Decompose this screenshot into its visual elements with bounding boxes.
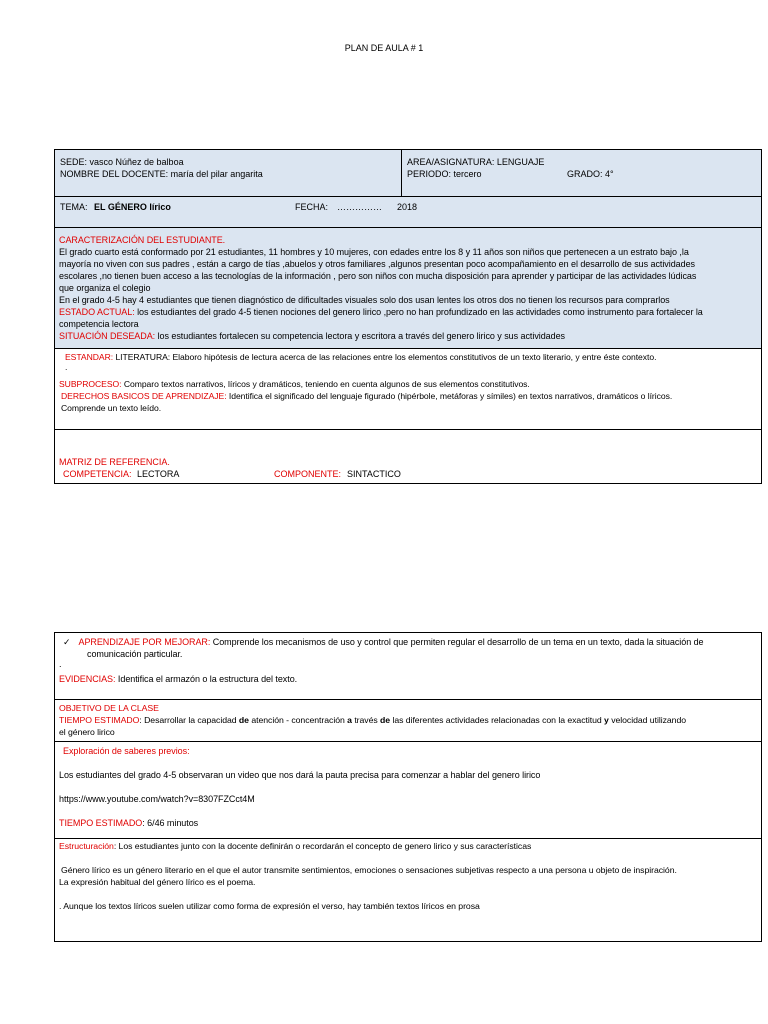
matriz-heading: MATRIZ DE REFERENCIA. (59, 457, 170, 467)
evidencias-label: EVIDENCIAS: (59, 674, 116, 684)
estandar-dot: . (65, 362, 68, 372)
objetivo-y1: y (604, 715, 609, 725)
objetivo-cell (55, 700, 762, 742)
estructuracion-p1-d: literario en el que el autor transmite sentimientos, emociones o sensaciones subjetivas respecto a una persona u objeto de inspiración. (162, 865, 677, 875)
caracterizacion-line: mayoría no viven con sus padres , están a cargo de tías ,abuelos y otros familiares ,algunos presentan poco acompañamiento en el desarrollo de sus actividades (59, 259, 695, 269)
fecha-year: 2018 (397, 202, 418, 212)
estructuracion-p1-b: es un (110, 865, 136, 875)
dba-label: DERECHOS BASICOS DE APRENDIZAJE: (61, 391, 227, 401)
subproceso-label: SUBPROCESO: (59, 379, 122, 389)
caracterizacion-row (55, 228, 762, 349)
exploracion-tiempo-label: TIEMPO ESTIMADO (59, 818, 143, 828)
genero-term: género (135, 865, 163, 875)
aprendizaje-cell (55, 633, 762, 700)
objetivo-heading: OBJETIVO DE LA CLASE (59, 703, 159, 713)
objetivo-text-c: través (351, 715, 381, 725)
objetivo-row (55, 700, 762, 742)
estructuracion-cell (55, 839, 762, 942)
estructuracion-row (55, 839, 762, 942)
fecha-dots: …………… (337, 202, 382, 212)
estado-label: ESTADO ACTUAL: (59, 307, 135, 317)
exploracion-heading: Exploración de saberes previos: (63, 746, 190, 756)
periodo-text: PERIODO: tercero (407, 169, 482, 179)
objetivo-text-e: velocidad utilizando (608, 715, 687, 725)
aprendizaje-line2: comunicación particular. (87, 649, 183, 659)
page-title: PLAN DE AULA # 1 (344, 43, 424, 53)
exploracion-row (55, 742, 762, 839)
estandar-row (55, 349, 762, 430)
tema-label: TEMA: (60, 202, 88, 212)
situacion-label: SITUACIÓN DESEADA: (59, 331, 156, 341)
competencia-value: LECTORA (137, 469, 180, 479)
aprendizaje-label: APRENDIZAJE POR MEJORAR: (78, 637, 211, 647)
estandar-label: ESTANDAR: (65, 352, 114, 362)
dba-line2: Comprende un texto leído. (61, 403, 162, 413)
componente-value: SINTACTICO (347, 469, 401, 479)
caracterizacion-cell (55, 228, 762, 349)
liricos-term: líricos (133, 901, 157, 911)
objetivo-de2: de (380, 715, 391, 725)
matriz-row (55, 430, 762, 484)
plan-header-table (54, 149, 762, 484)
objetivo-line2: el género lirico (59, 727, 115, 737)
aprendizaje-dot: . (59, 659, 62, 669)
grado-text: GRADO: 4° (567, 169, 614, 179)
objetivo-a1: a (347, 715, 352, 725)
tema-value: EL GÉNERO lírico (94, 202, 171, 212)
caracterizacion-line: En el grado 4-5 hay 4 estudiantes que tienen diagnóstico de dificultades visuales solo dos usan lentes los otros dos no tienen los recursos para comprarlos (59, 295, 670, 305)
sede-cell (55, 150, 402, 197)
video-link[interactable]: https://www.youtube.com/watch?v=8307FZCct4M (59, 794, 255, 804)
objetivo-text-a: : Desarrollar la capacidad (139, 715, 239, 725)
estandar-text: Elaboro hipótesis de lectura acerca de las relaciones entre los elementos constitutivos de un texto literario, y entre éste contexto. (170, 352, 657, 362)
caracterizacion-line: El grado cuarto está conformado por 21 estudiantes, 11 hombres y 10 mujeres, con edades entre los 8 y 11 años son niños que pertenecen a un estrato bajo ,la (59, 247, 689, 257)
header-row (55, 150, 762, 197)
genero-lirico-term: Género lírico (61, 865, 111, 875)
objetivo-text-b: atención - concentración (248, 715, 348, 725)
exploracion-los: Los (59, 770, 74, 780)
como-term: como (213, 901, 235, 911)
estandar-bold: LITERATURA: (113, 352, 171, 362)
sede-text: SEDE: vasco Núñez de balboa (60, 157, 184, 167)
estado-text: los estudiantes del grado 4-5 tienen nociones del genero lirico ,pero no han profundizado en las actividades como instrumento para fortalecer la (134, 307, 703, 317)
matriz-cell (55, 430, 762, 484)
estructuracion-p1-line2-a: La expresión habitual del (59, 877, 157, 887)
docente-text: NOMBRE DEL DOCENTE: maría del pilar angarita (60, 169, 263, 179)
estructuracion-label: Estructuración (59, 841, 114, 851)
estructuracion-p2-g: en prosa (444, 901, 480, 911)
competencia-label: COMPETENCIA: (63, 469, 132, 479)
estado-text-line2: competencia lectora (59, 319, 139, 329)
aprendizaje-text: Comprende los mecanismos de uso y control que permiten regular el desarrollo de un tema en un texto, dada la situación de (210, 637, 704, 647)
aprendizaje-row (55, 633, 762, 700)
genero-lirico-term-2: género lírico (156, 877, 204, 887)
evidencias-text: Identifica el armazón o la estructura del texto. (115, 674, 298, 684)
area-cell (402, 150, 762, 197)
estandar-cell (55, 349, 762, 430)
liricos-term-2: líricos (421, 901, 444, 911)
exploracion-text: estudiantes del grado 4-5 observaran un video que nos dará la pauta precisa para comenzar a hablar del genero lirico (73, 770, 541, 780)
plan-development-table (54, 632, 762, 942)
situacion-text: los estudiantes fortalecen su competencia lectora y escritora a través del genero lirico y sus actividades (155, 331, 565, 341)
area-text: AREA/ASIGNATURA: LENGUAJE (407, 157, 545, 167)
check-icon: ✓ (63, 637, 71, 647)
caracterizacion-heading: CARACTERIZACIÓN DEL ESTUDIANTE. (59, 235, 226, 245)
componente-label: COMPONENTE: (274, 469, 342, 479)
caracterizacion-line: que organiza el colegio (59, 283, 151, 293)
tema-cell (55, 197, 762, 228)
subproceso-text: Comparo textos narrativos, líricos y dramáticos, teniendo en cuenta algunos de sus elementos constitutivos. (121, 379, 530, 389)
objetivo-de1: de (238, 715, 249, 725)
objetivo-tiempo-label: TIEMPO ESTIMADO (59, 715, 140, 725)
estructuracion-p2-a: . Aunque los textos (59, 901, 134, 911)
caracterizacion-line: escolares ,no tienen buen acceso a las tecnologías de la información , pero son niños con mucha disposición para aprender y participar de las actividades lúdicas (59, 271, 697, 281)
tema-row (55, 197, 762, 228)
estructuracion-text: : Los estudiantes junto con la docente definirán o recordarán el concepto de genero lirico y sus características (113, 841, 532, 851)
estructuracion-p2-c: suelen utilizar (156, 901, 214, 911)
estructuracion-p1-line2-c: es el poema. (203, 877, 256, 887)
exploracion-tiempo-value: : 6/46 minutos (142, 818, 199, 828)
estructuracion-p2-e: forma de expresión el verso, hay también textos (234, 901, 422, 911)
objetivo-text-d: las diferentes actividades relacionadas con la exactitud (390, 715, 605, 725)
exploracion-cell (55, 742, 762, 839)
dba-text: Identifica el significado del lenguaje figurado (hipérbole, metáforas y símiles) en textos narrativos, dramáticos o líricos. (226, 391, 673, 401)
fecha-label: FECHA: (295, 202, 329, 212)
